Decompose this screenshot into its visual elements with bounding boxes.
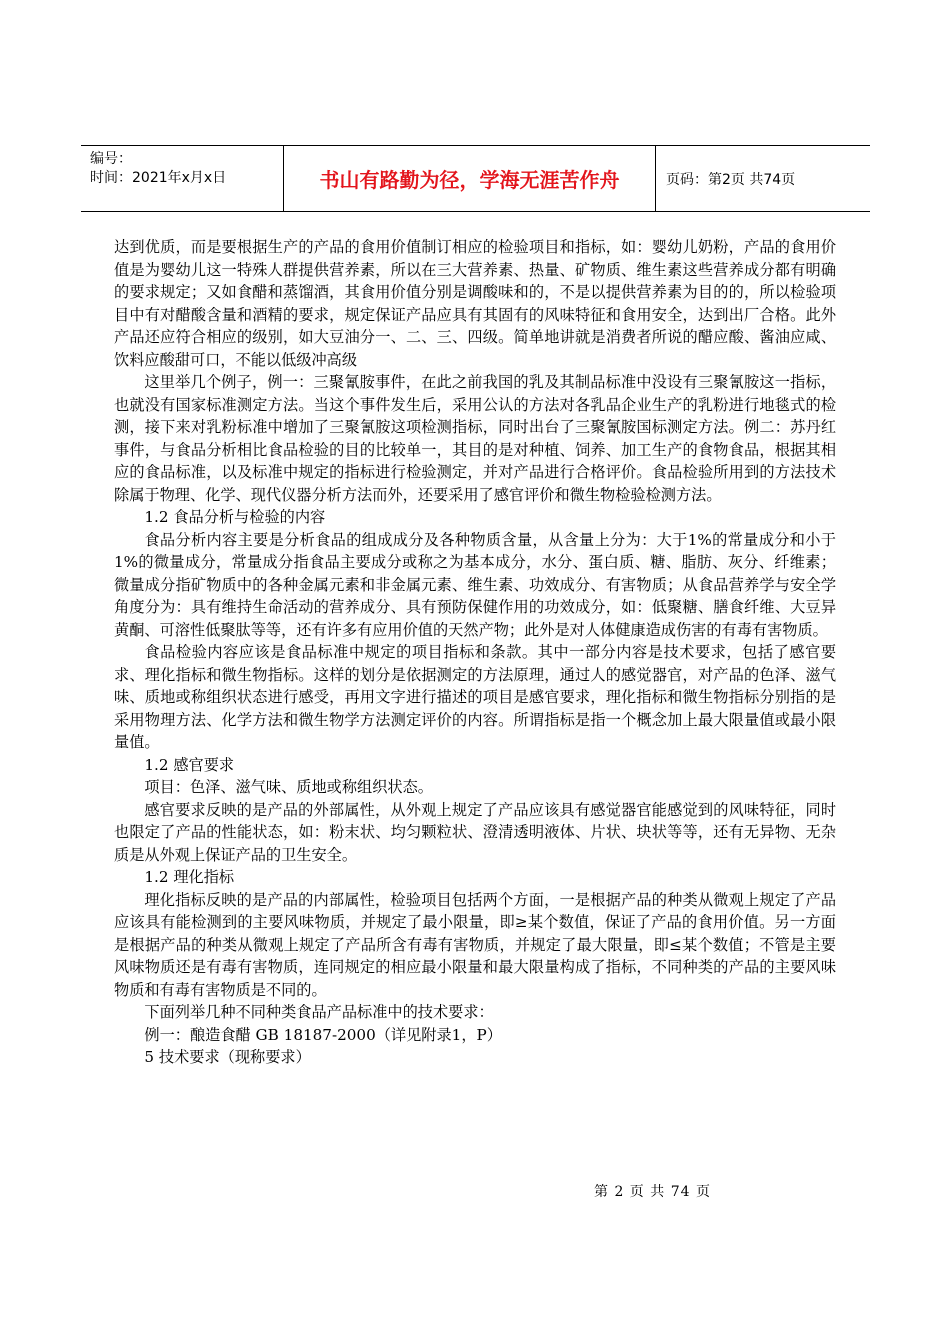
paragraph: 食品分析内容主要是分析食品的组成成分及各种物质含量，从含量上分为：大于1%的常量成分和小于1%的微量成分，常量成分指食品主要成分或称之为基本成分，水分、蛋白质、糖、脂肪、灰分、纤维素；微量成分指矿物质中的各种金属元素和非金属元素、维生素、功效成分、有害物质；从食品营养学与安全学角度分为：具有维持生命活动的营养成分、具有预防保健作用的功效成分，如：低聚糖、膳食纤维、大豆异黄酮、可溶性低聚肽等等，还有许多有应用价值的天然产物；此外是对人体健康造成伤害的有毒有害物质。 [114, 530, 836, 639]
page-info-text: 页码：第2页 共74页 [666, 171, 796, 188]
header-motto [283, 146, 656, 211]
motto-text: 书山有路勤为径，学海无涯苦作舟 [319, 168, 620, 192]
header-meta [81, 146, 283, 211]
paragraph: 这里举几个例子，例一：三聚氰胺事件，在此之前我国的乳及其制品标准中没设有三聚氰胺这一指标，也就没有国家标准测定方法。当这个事件发生后，采用公认的方法对各乳品企业生产的乳粉进行地毯式的检测，接下来对乳粉标准中增加了三聚氰胺这项检测指标，同时出台了三聚氰胺国标测定方法。例二：苏丹红事件，与食品分析相比食品检验的目的比较单一，其目的是对种植、饲养、加工生产的食物食品，根据其相应的食品标准，以及标准中规定的指标进行检验测定，并对产品进行合格评价。食品检验所用到的方法技术除属于物理、化学、现代仪器分析方法而外，还要采用了感官评价和微生物检验检测方法。 [114, 373, 836, 504]
paragraph: 食品检验内容应该是食品标准中规定的项目指标和条款。其中一部分内容是技术要求，包括了感官要求、理化指标和微生物指标。这样的划分是依据测定的方法原理，通过人的感觉器官，对产品的色泽、滋气味、质地或称组织状态进行感受，再用文字进行描述的项目是感官要求，理化指标和微生物指标分别指的是采用物理方法、化学方法和微生物学方法测定评价的内容。所谓指标是指一个概念加上最大限量值或最小限量值。 [114, 643, 836, 751]
document-number-label: 编号： [90, 151, 132, 167]
paragraph: 项目：色泽、滋气味、质地或称组织状态。 [144, 778, 433, 796]
section-heading: 1.2 理化指标 [144, 868, 235, 886]
paragraph: 5 技术要求（现称要求） [144, 1048, 311, 1066]
paragraph: 下面列举几种不同种类食品产品标准中的技术要求： [144, 1003, 494, 1021]
footer-page-number: 第 2 页 共 74 页 [594, 1184, 711, 1200]
header-page-info [656, 146, 870, 211]
document-body [114, 236, 836, 1069]
section-heading: 1.2 感官要求 [144, 755, 235, 774]
paragraph: 理化指标反映的是产品的内部属性，检验项目包括两个方面，一是根据产品的种类从微观上规定了产品应该具有能检测到的主要风味物质，并规定了最小限量，即≥某个数值，保证了产品的食用价值。另一方面是根据产品的种类从微观上规定了产品所含有毒有害物质，并规定了最大限量，即≤某个数值；不管是主要风味物质还是有毒有害物质，连同规定的相应最小限量和最大限量构成了指标，不同种类的产品的主要风味物质和有毒有害物质是不同的。 [114, 890, 836, 999]
document-time-label: 时间：2021年x月x日 [90, 170, 227, 186]
section-heading: 1.2 食品分析与检验的内容 [144, 508, 326, 526]
paragraph: 感官要求反映的是产品的外部属性，从外观上规定了产品应该具有感觉器官能感觉到的风味特征，同时也限定了产品的性能状态，如：粉末状、均匀颗粒状、澄清透明液体、片状、块状等等，还有无异物、无杂质是从外观上保证产品的卫生安全。 [114, 800, 836, 864]
document-header [81, 145, 870, 212]
page-footer [594, 1181, 711, 1201]
paragraph: 例一：酿造食醋 GB 18187-2000（详见附录1，P） [144, 1025, 502, 1044]
paragraph: 达到优质，而是要根据生产的产品的食用价值制订相应的检验项目和指标，如：婴幼儿奶粉，产品的食用价值是为婴幼儿这一特殊人群提供营养素，所以在三大营养素、热量、矿物质、维生素这些营养成分都有明确的要求规定；又如食醋和蒸馏酒，其食用价值分别是调酸味和的，不是以提供营养素为目的的，所以检验项目中有对醋酸含量和酒精的要求，规定保证产品应具有其固有的风味特征和食用安全，达到出厂合格。此外产品还应符合相应的级别，如大豆油分一、二、三、四级。简单地讲就是消费者所说的醋应酸、酱油应咸、饮料应酸甜可口，不能以低级冲高级 [114, 238, 836, 369]
